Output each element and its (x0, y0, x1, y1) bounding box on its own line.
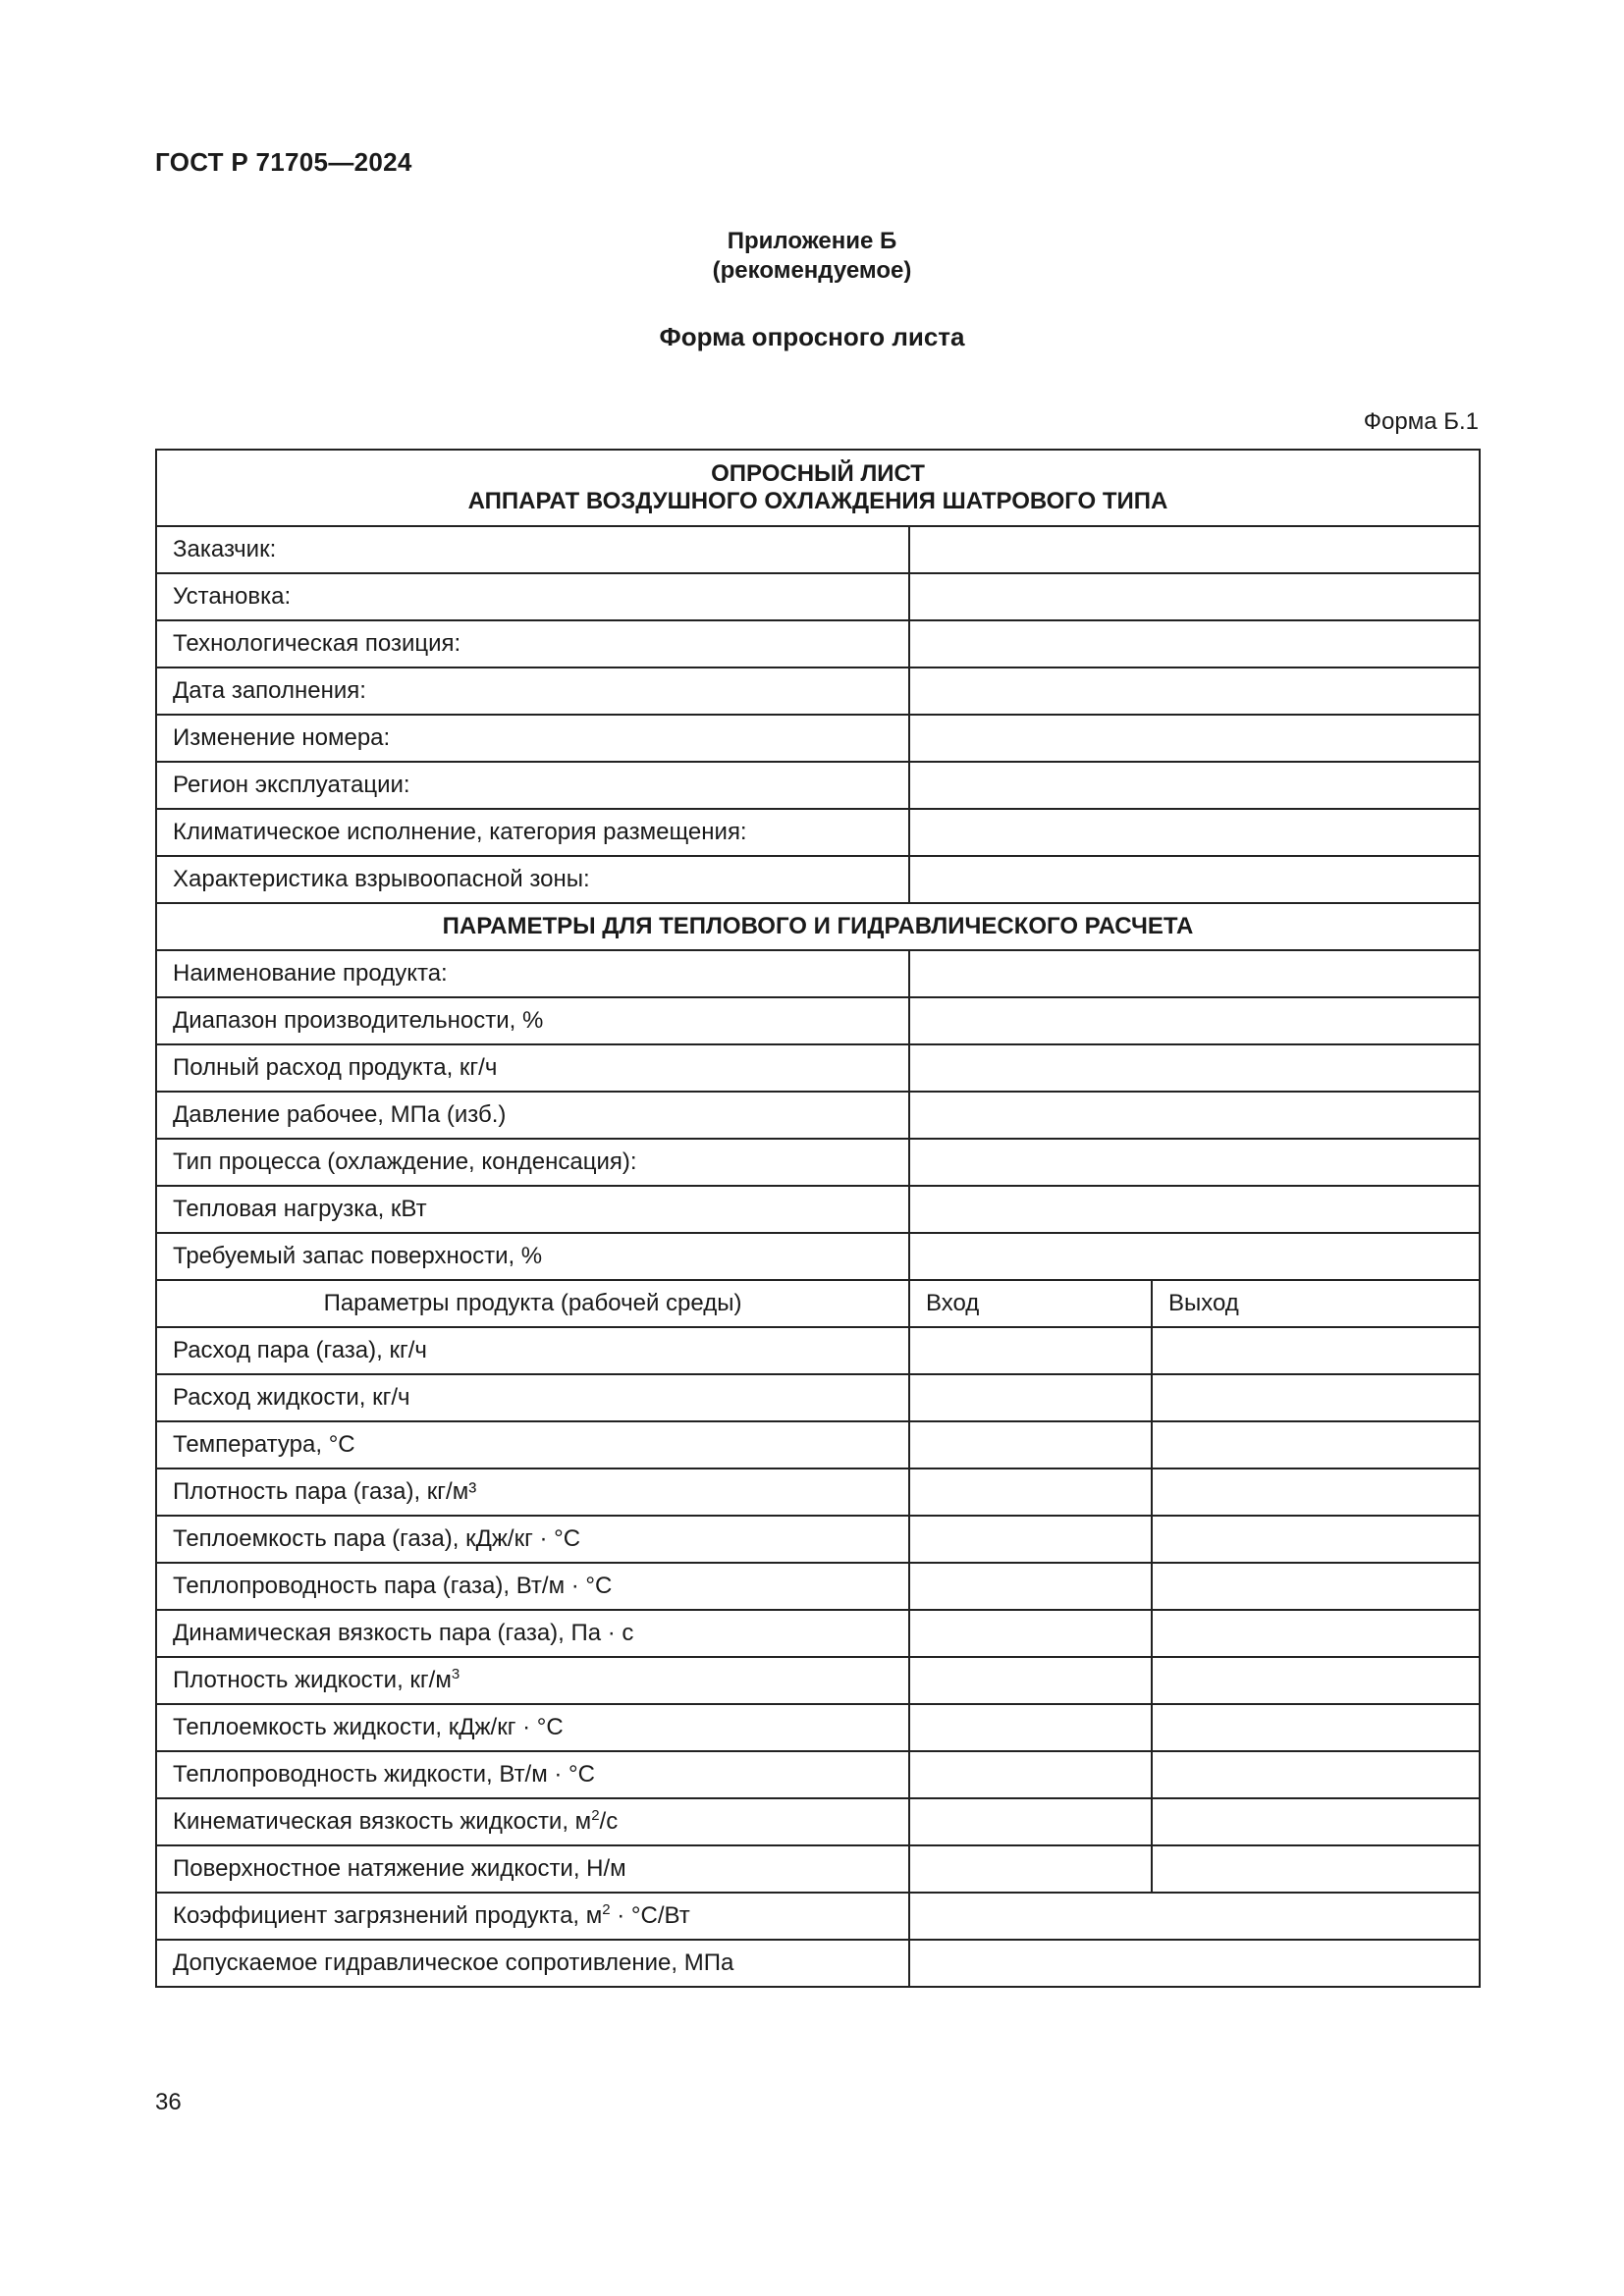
field-label-text: Наименование продукта: (173, 960, 448, 988)
outlet-value-cell[interactable] (1152, 1563, 1480, 1610)
field-label-text: Теплопроводность пара (газа), Вт/м · °С (173, 1573, 613, 1600)
outlet-value-cell[interactable] (1152, 1374, 1480, 1421)
outlet-value-cell[interactable] (1152, 1516, 1480, 1563)
form-row (156, 620, 1480, 667)
inlet-value-cell[interactable] (909, 1610, 1152, 1657)
param-row (156, 1657, 1480, 1704)
form-number: Форма Б.1 (1363, 408, 1479, 435)
form-row (156, 762, 1480, 809)
field-label (156, 1657, 909, 1704)
field-label-text: Давление рабочее, МПа (изб.) (173, 1101, 507, 1129)
field-label-text: Теплоемкость жидкости, кДж/кг · °С (173, 1714, 564, 1741)
field-label (156, 1468, 909, 1516)
field-label-text: Установка: (173, 583, 292, 611)
field-label (156, 950, 909, 997)
field-value-cell[interactable] (909, 1186, 1480, 1233)
field-value-cell[interactable] (909, 715, 1480, 762)
field-value-cell[interactable] (909, 1233, 1480, 1280)
params-header-row (156, 1280, 1480, 1327)
outlet-value-cell[interactable] (1152, 1468, 1480, 1516)
field-label (156, 1092, 909, 1139)
field-label-text: Заказчик: (173, 536, 277, 563)
field-label-superscript: 2 (591, 1807, 600, 1825)
form-row (156, 1139, 1480, 1186)
field-value-cell[interactable] (909, 1139, 1480, 1186)
field-label-suffix: · °С/Вт (610, 1902, 690, 1930)
field-label (156, 620, 909, 667)
field-label-text: Тип процесса (охлаждение, конденсация): (173, 1148, 637, 1176)
page-number: 36 (155, 2089, 182, 2115)
field-label (156, 1751, 909, 1798)
form-title-line1: ОПРОСНЫЙ ЛИСТ (711, 460, 925, 488)
inlet-value-cell[interactable] (909, 1468, 1152, 1516)
field-label-text: Климатическое исполнение, категория размещения: (173, 819, 747, 846)
field-label (156, 1704, 909, 1751)
param-row (156, 1610, 1480, 1657)
field-label-text: Поверхностное натяжение жидкости, Н/м (173, 1855, 626, 1883)
form-row (156, 667, 1480, 715)
field-value-cell[interactable] (909, 1893, 1480, 1940)
form-row (156, 715, 1480, 762)
field-value-cell[interactable] (909, 1044, 1480, 1092)
inlet-value-cell[interactable] (909, 1327, 1152, 1374)
section-title: Форма опросного листа (659, 322, 965, 351)
inlet-value-cell[interactable] (909, 1421, 1152, 1468)
field-value-cell[interactable] (909, 997, 1480, 1044)
field-label (156, 667, 909, 715)
field-label (156, 573, 909, 620)
inlet-value-cell[interactable] (909, 1798, 1152, 1845)
field-label-text: Требуемый запас поверхности, % (173, 1243, 543, 1270)
field-label-text: Допускаемое гидравлическое сопротивление, МПа (173, 1949, 734, 1977)
form-row (156, 809, 1480, 856)
param-row (156, 1751, 1480, 1798)
form-title-row (156, 450, 1480, 526)
outlet-value-cell[interactable] (1152, 1657, 1480, 1704)
field-label (156, 1327, 909, 1374)
field-label (156, 715, 909, 762)
form-row (156, 1092, 1480, 1139)
field-label (156, 997, 909, 1044)
field-label-text: Теплопроводность жидкости, Вт/м · °С (173, 1761, 595, 1789)
field-label-text: Плотность жидкости, кг/м (173, 1667, 452, 1694)
field-label (156, 1421, 909, 1468)
form-row (156, 997, 1480, 1044)
field-label (156, 1139, 909, 1186)
outlet-value-cell[interactable] (1152, 1845, 1480, 1893)
inlet-value-cell[interactable] (909, 1845, 1152, 1893)
field-label-text: Технологическая позиция: (173, 630, 461, 658)
field-value-cell[interactable] (909, 856, 1480, 903)
inlet-value-cell[interactable] (909, 1751, 1152, 1798)
field-label-text: Полный расход продукта, кг/ч (173, 1054, 498, 1082)
inlet-value-cell[interactable] (909, 1516, 1152, 1563)
params-header-label: Параметры продукта (рабочей среды) (156, 1280, 909, 1327)
param-row (156, 1327, 1480, 1374)
form-row (156, 1233, 1480, 1280)
field-value-cell[interactable] (909, 526, 1480, 573)
field-value-cell[interactable] (909, 809, 1480, 856)
inlet-value-cell[interactable] (909, 1704, 1152, 1751)
field-label (156, 1798, 909, 1845)
field-label-text: Динамическая вязкость пара (газа), Па · с (173, 1620, 634, 1647)
annex-title: Приложение Б (727, 228, 897, 254)
param-row (156, 1704, 1480, 1751)
section-header-row (156, 903, 1480, 950)
field-label (156, 1186, 909, 1233)
form-row (156, 573, 1480, 620)
annex-status: (рекомендуемое) (712, 257, 912, 284)
params-header-outlet: Выход (1152, 1280, 1480, 1327)
form-row (156, 1044, 1480, 1092)
field-label-suffix: /с (599, 1808, 619, 1836)
form-row (156, 1186, 1480, 1233)
field-label (156, 1893, 909, 1940)
field-value-cell[interactable] (909, 950, 1480, 997)
field-label (156, 1845, 909, 1893)
field-label-text: Расход жидкости, кг/ч (173, 1384, 410, 1412)
field-value-cell[interactable] (909, 573, 1480, 620)
outlet-value-cell[interactable] (1152, 1751, 1480, 1798)
param-row (156, 1468, 1480, 1516)
field-label (156, 1610, 909, 1657)
outlet-value-cell[interactable] (1152, 1421, 1480, 1468)
field-label-text: Изменение номера: (173, 724, 391, 752)
field-label-text: Регион эксплуатации: (173, 772, 410, 799)
param-row (156, 1845, 1480, 1893)
form-title-cell (156, 450, 1480, 526)
field-label (156, 1940, 909, 1987)
param-row (156, 1516, 1480, 1563)
field-value-cell[interactable] (909, 762, 1480, 809)
field-label (156, 1233, 909, 1280)
questionnaire-table (155, 449, 1481, 1988)
form-title-line2: АППАРАТ ВОЗДУШНОГО ОХЛАЖДЕНИЯ ШАТРОВОГО ТИПА (467, 488, 1168, 514)
field-label-superscript: 2 (602, 1901, 611, 1919)
inlet-value-cell[interactable] (909, 1374, 1152, 1421)
param-row (156, 1421, 1480, 1468)
field-label-text: Тепловая нагрузка, кВт (173, 1196, 427, 1223)
field-label (156, 856, 909, 903)
field-label (156, 1563, 909, 1610)
outlet-value-cell[interactable] (1152, 1327, 1480, 1374)
form-row (156, 526, 1480, 573)
field-label (156, 526, 909, 573)
outlet-value-cell[interactable] (1152, 1704, 1480, 1751)
param-row (156, 1563, 1480, 1610)
inlet-value-cell[interactable] (909, 1563, 1152, 1610)
field-label (156, 809, 909, 856)
form-row (156, 1893, 1480, 1940)
field-label (156, 1374, 909, 1421)
field-value-cell[interactable] (909, 1940, 1480, 1987)
field-label-text: Плотность пара (газа), кг/м³ (173, 1478, 477, 1506)
param-row (156, 1374, 1480, 1421)
field-label-superscript: 3 (451, 1666, 460, 1683)
inlet-value-cell[interactable] (909, 1657, 1152, 1704)
field-value-cell[interactable] (909, 620, 1480, 667)
field-value-cell[interactable] (909, 667, 1480, 715)
field-label-text: Диапазон производительности, % (173, 1007, 544, 1035)
field-label-text: Температура, °С (173, 1431, 355, 1459)
field-label-text: Дата заполнения: (173, 677, 366, 705)
outlet-value-cell[interactable] (1152, 1798, 1480, 1845)
field-label-text: Коэффициент загрязнений продукта, м (173, 1902, 603, 1930)
field-label (156, 1516, 909, 1563)
field-label-text: Расход пара (газа), кг/ч (173, 1337, 427, 1364)
field-label-text: Кинематическая вязкость жидкости, м (173, 1808, 592, 1836)
outlet-value-cell[interactable] (1152, 1610, 1480, 1657)
field-label (156, 1044, 909, 1092)
form-row (156, 1940, 1480, 1987)
field-label-text: Характеристика взрывоопасной зоны: (173, 866, 590, 893)
document-header: ГОСТ Р 71705—2024 (155, 147, 412, 177)
section-header: ПАРАМЕТРЫ ДЛЯ ТЕПЛОВОГО И ГИДРАВЛИЧЕСКОГО РАСЧЕТА (156, 903, 1480, 950)
form-row (156, 856, 1480, 903)
field-label (156, 762, 909, 809)
field-value-cell[interactable] (909, 1092, 1480, 1139)
field-label-text: Теплоемкость пара (газа), кДж/кг · °С (173, 1525, 581, 1553)
param-row (156, 1798, 1480, 1845)
params-header-inlet: Вход (909, 1280, 1152, 1327)
form-row (156, 950, 1480, 997)
